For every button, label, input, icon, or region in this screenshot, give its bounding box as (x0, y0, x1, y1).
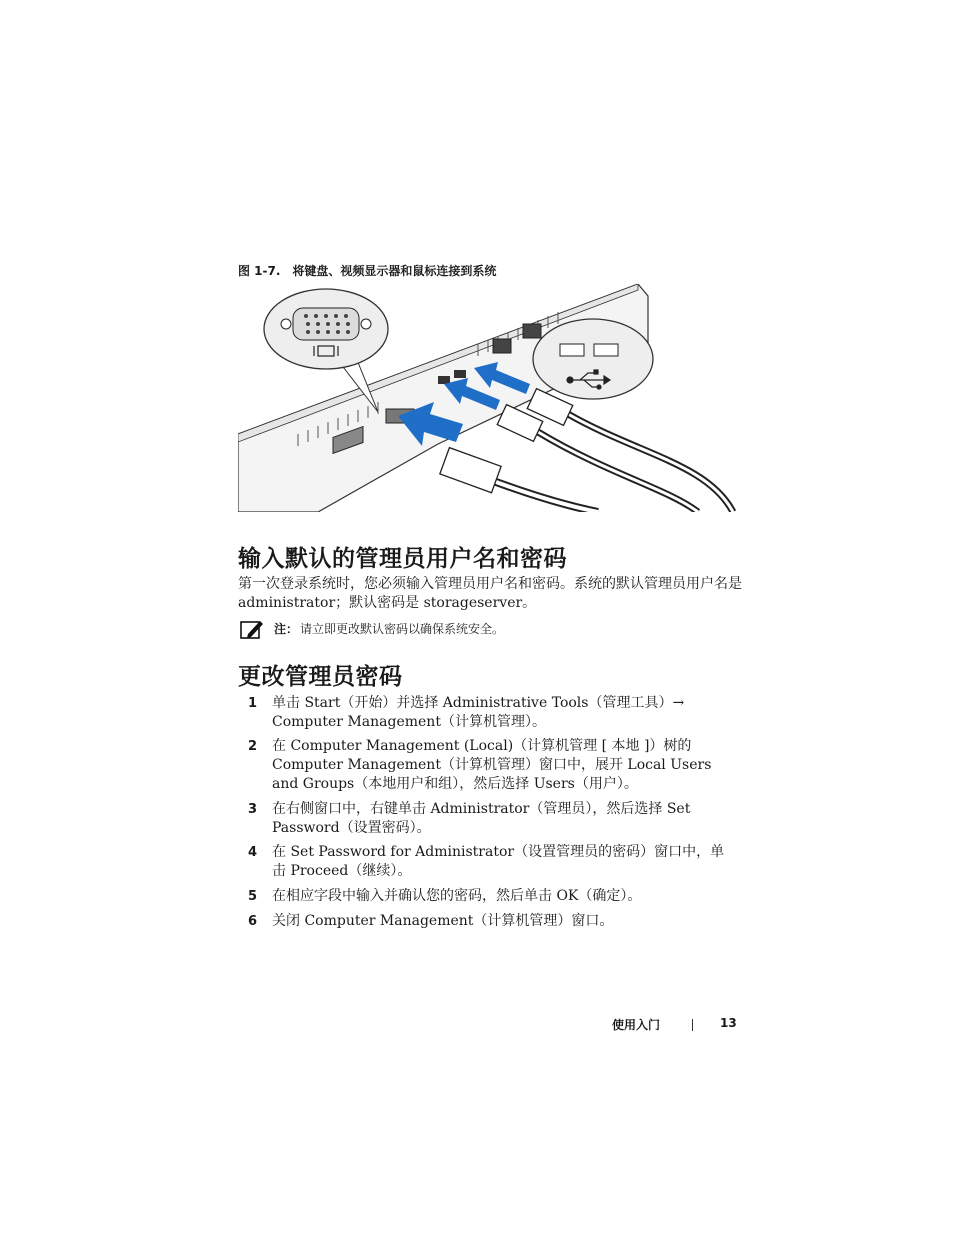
nic-port-1 (493, 339, 511, 353)
usb-port-1 (438, 376, 450, 384)
section-title-default-credentials: 输入默认的管理员用户名和密码 (238, 546, 567, 572)
page-number: 13 (720, 1016, 737, 1030)
list-item (248, 912, 738, 931)
list-item (248, 887, 738, 906)
step-number: 5 (248, 889, 258, 904)
step-text: 在右侧窗口中，右键单击 Administrator（管理员），然后选择 Set Password（设置密码）。 (272, 801, 691, 836)
pencil-note-icon (240, 619, 264, 641)
usb-socket-1 (560, 344, 584, 356)
list-item (248, 694, 738, 732)
figure-caption-text: 将键盘、视频显示器和鼠标连接到系统 (292, 264, 497, 278)
list-item (248, 843, 738, 881)
vga-plug (440, 448, 501, 493)
list-item (248, 800, 738, 838)
note-box (240, 619, 740, 641)
connection-illustration (238, 284, 738, 512)
step-number: 1 (248, 696, 258, 711)
note-text: 请立即更改默认密码以确保系统安全。 (300, 622, 505, 636)
default-credentials-paragraph: 第一次登录系统时，您必须输入管理员用户名和密码。系统的默认管理员用户名是 administrator；默认密码是 storageserver。 (238, 576, 742, 611)
footer-divider (692, 1019, 693, 1031)
step-text: 关闭 Computer Management（计算机管理）窗口。 (272, 913, 614, 929)
step-text: 在相应字段中输入并确认您的密码，然后单击 OK（确定）。 (272, 888, 642, 904)
step-number: 2 (248, 739, 258, 754)
step-number: 4 (248, 845, 258, 860)
footer-section-name: 使用入门 (612, 1018, 661, 1032)
figure-number: 图 1-7. (238, 264, 281, 278)
step-text: 在 Computer Management (Local)（计算机管理 [ 本地 ]）树的 Computer Management（计算机管理）窗口中，展开 Local Users and Groups（本地用户和组），然后选择 Users（用户）。 (272, 738, 712, 792)
nic-port-2 (523, 324, 541, 338)
note-label: 注： (274, 622, 299, 636)
figure-caption (238, 262, 496, 279)
page-footer (612, 1016, 738, 1036)
section-title-change-password: 更改管理员密码 (238, 664, 403, 690)
usb-port-2 (454, 370, 466, 378)
step-number: 6 (248, 914, 258, 929)
step-text: 在 Set Password for Administrator（设置管理员的密码）窗口中，单击 Proceed（继续）。 (272, 844, 725, 879)
step-text: 单击 Start（开始）并选择 Administrative Tools（管理工具）→ Computer Management（计算机管理）。 (272, 695, 685, 730)
list-item (248, 737, 738, 794)
usb-socket-2 (594, 344, 618, 356)
step-number: 3 (248, 802, 258, 817)
